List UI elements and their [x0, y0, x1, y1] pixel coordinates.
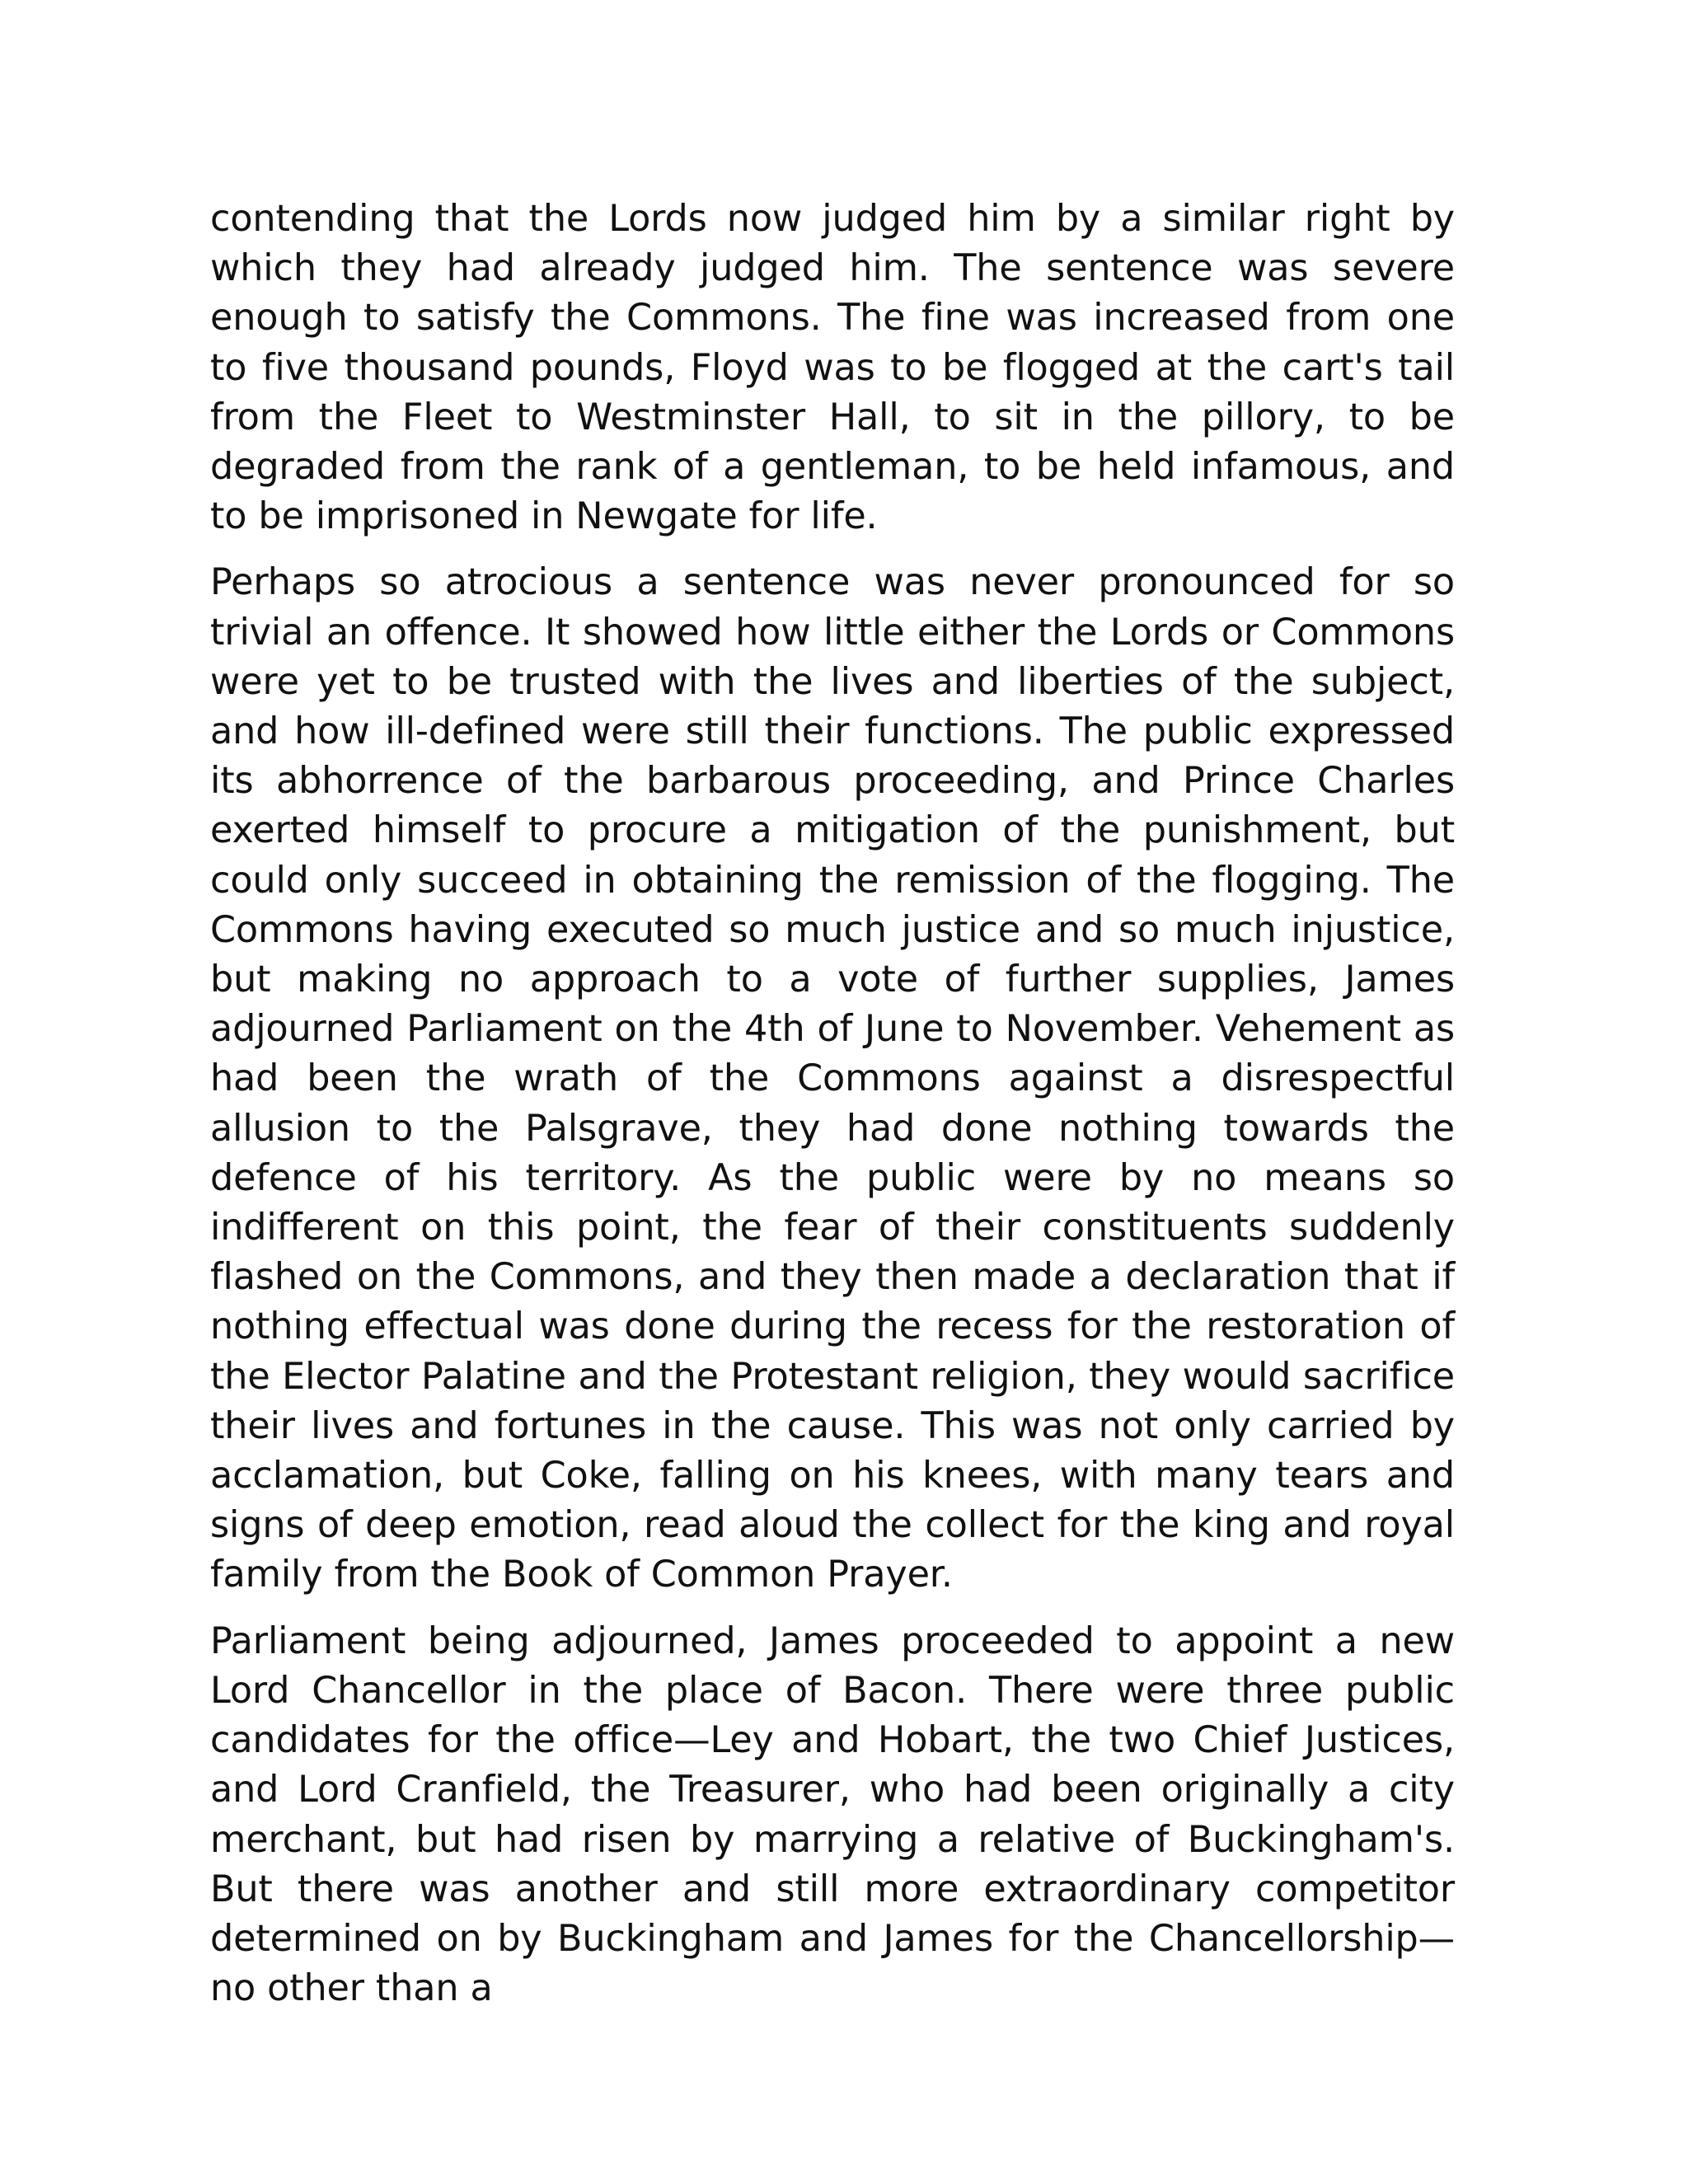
paragraph-3: Parliament being adjourned, James proceeded to appoint a new Lord Chancellor in the place of Bacon. There were three public candidates for the office—Ley and Hobart, the two Chief Justices, and Lord Cranfield, the Treasurer, who had been originally a city merchant, but had risen by marrying a relative of Buckingham's. But there was another and still more extraordinary competitor determined on by Buckingham and James for the Chancellorship—no other than a [210, 1619, 1455, 2010]
paragraph-1: contending that the Lords now judged him by a similar right by which they had already judged him. The sentence was severe enough to satisfy the Commons. The fine was increased from one to five thousand pounds, Floyd was to be flogged at the cart's tail from the Fleet to Westminster Hall, to sit in the pillory, to be degraded from the rank of a gentleman, to be held infamous, and to be imprisoned in Newgate for life. [210, 198, 1455, 538]
body-text [210, 194, 1455, 2030]
paragraph-2: Perhaps so atrocious a sentence was never pronounced for so trivial an offence. It showed how little either the Lords or Commons were yet to be trusted with the lives and liberties of the subject, and how ill-defined were still their functions. The public expressed its abhorrence of the barbarous proceeding, and Prince Charles exerted himself to procure a mitigation of the punishment, but could only succeed in obtaining the remission of the flogging. The Commons having executed so much justice and so much injustice, but making no approach to a vote of further supplies, James adjourned Parliament on the 4th of June to November. Vehement as had been the wrath of the Commons against a disrespectful allusion to the Palsgrave, they had done nothing towards the defence of his territory. As the public were by no means so indifferent on this point, the fear of their constituents suddenly flashed on the Commons, and they then made a declaration that if nothing effectual was done during the recess for the restoration of the Elector Palatine and the Protestant religion, they would sacrifice their lives and fortunes in the cause. This was not only carried by acclamation, but Coke, falling on his knees, with many tears and signs of deep emotion, read aloud the collect for the king and royal family from the Book of Common Prayer. [210, 561, 1455, 1596]
